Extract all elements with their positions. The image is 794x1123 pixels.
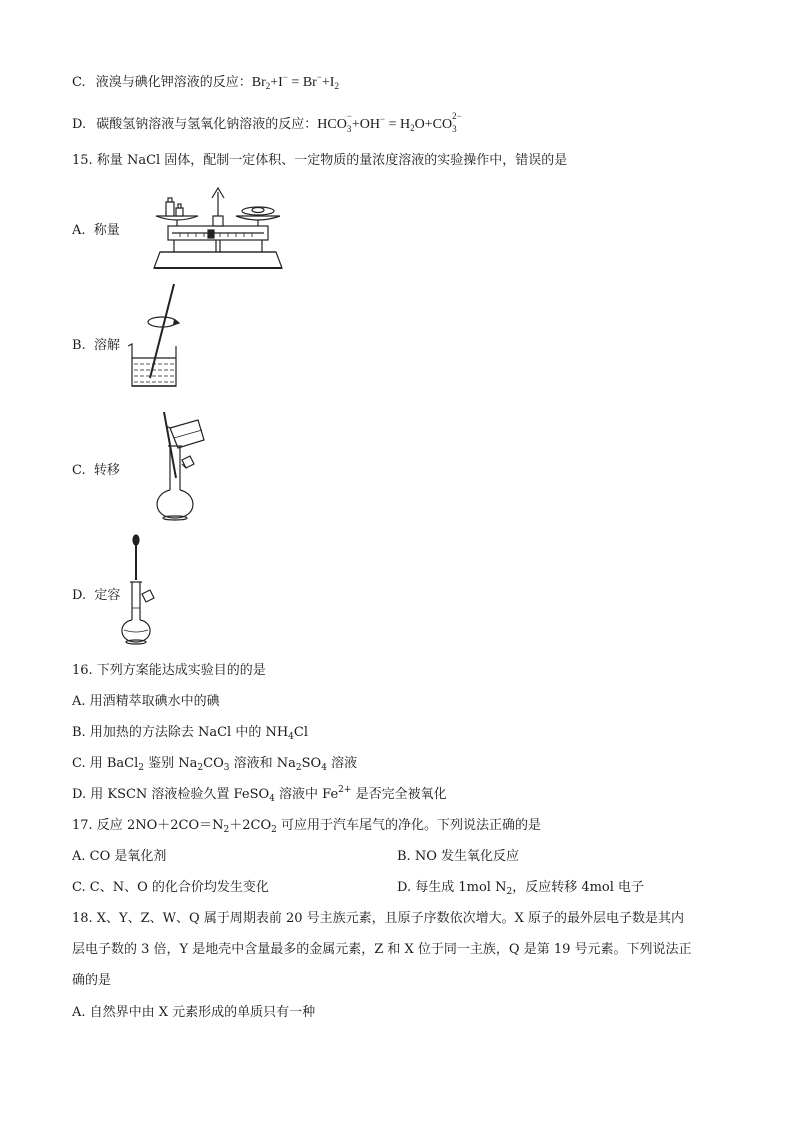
q15-option-d: D. 定容	[72, 588, 121, 603]
q16-stem: 16. 下列方案能达成实验目的的是	[72, 663, 266, 678]
equation: $Br_2+I^- = Br^-+I_2$	[251, 72, 339, 91]
q18-option-a: A. 自然界中由 X 元素形成的单质只有一种	[72, 1005, 316, 1020]
q15-option-a: A. 称量	[72, 223, 120, 238]
q18-stem-line-1: 18. X、Y、Z、W、Q 属于周期表前 20 号主族元素，且原子序数依次增大。X 原子的最外层电子数是其内	[72, 911, 685, 926]
volumetric-flask-transfer-icon	[148, 410, 212, 522]
option-label: D.	[72, 117, 87, 132]
q17-option-d: D. 每生成 1mol $N_2$，反应转移 4mol 电子	[397, 880, 645, 897]
equation: HCO − 3 $+OH^- = H_2O+CO$ 2− 3	[317, 111, 462, 134]
beaker-stirring-icon	[124, 282, 184, 390]
q18-stem-line-2: 层电子数的 3 倍，Y 是地壳中含量最多的金属元素，Z 和 X 位于同一主族，Q 是第 19 号元素。下列说法正	[72, 942, 692, 957]
q16-option-c: C. 用 BaCl$_2$ 鉴别 $Na_2CO_3$ 溶液和 $Na_2SO_4$ 溶液	[72, 756, 358, 773]
q16-option-d: D. 用 KSCN 溶液检验久置 FeSO$_4$ 溶液中 $Fe^{2+}$ 是否完全被氧化	[72, 785, 447, 804]
option-label: C.	[72, 75, 86, 90]
q15-option-b: B. 溶解	[72, 338, 120, 353]
q16-option-b: B. 用加热的方法除去 NaCl 中的 $NH_4Cl$	[72, 725, 309, 742]
q14-option-d	[72, 111, 462, 134]
q14-option-c	[72, 74, 339, 92]
volumetric-flask-dropper-icon	[118, 534, 168, 646]
q16-option-a: A. 用酒精萃取碘水中的碘	[72, 694, 220, 709]
q18-stem-line-3: 确的是	[72, 973, 112, 988]
balance-icon	[150, 186, 286, 272]
q17-option-b: B. NO 发生氧化反应	[397, 849, 519, 864]
option-text: 碳酸氢钠溶液与氢氧化钠溶液的反应：	[96, 117, 318, 132]
option-text: 液溴与碘化钾溶液的反应：	[95, 75, 252, 90]
q17-option-a: A. CO 是氧化剂	[72, 849, 167, 864]
q17-stem: 17. 反应 $2NO+2CO=N_2+2CO_2$ 可应用于汽车尾气的净化。下列说法正确的是	[72, 818, 541, 835]
q15-option-c: C. 转移	[72, 463, 120, 478]
q15-stem: 15. 称量 NaCl 固体，配制一定体积、一定物质的量浓度溶液的实验操作中，错误的是	[72, 153, 568, 168]
q17-option-c: C. C、N、O 的化合价均发生变化	[72, 880, 269, 895]
